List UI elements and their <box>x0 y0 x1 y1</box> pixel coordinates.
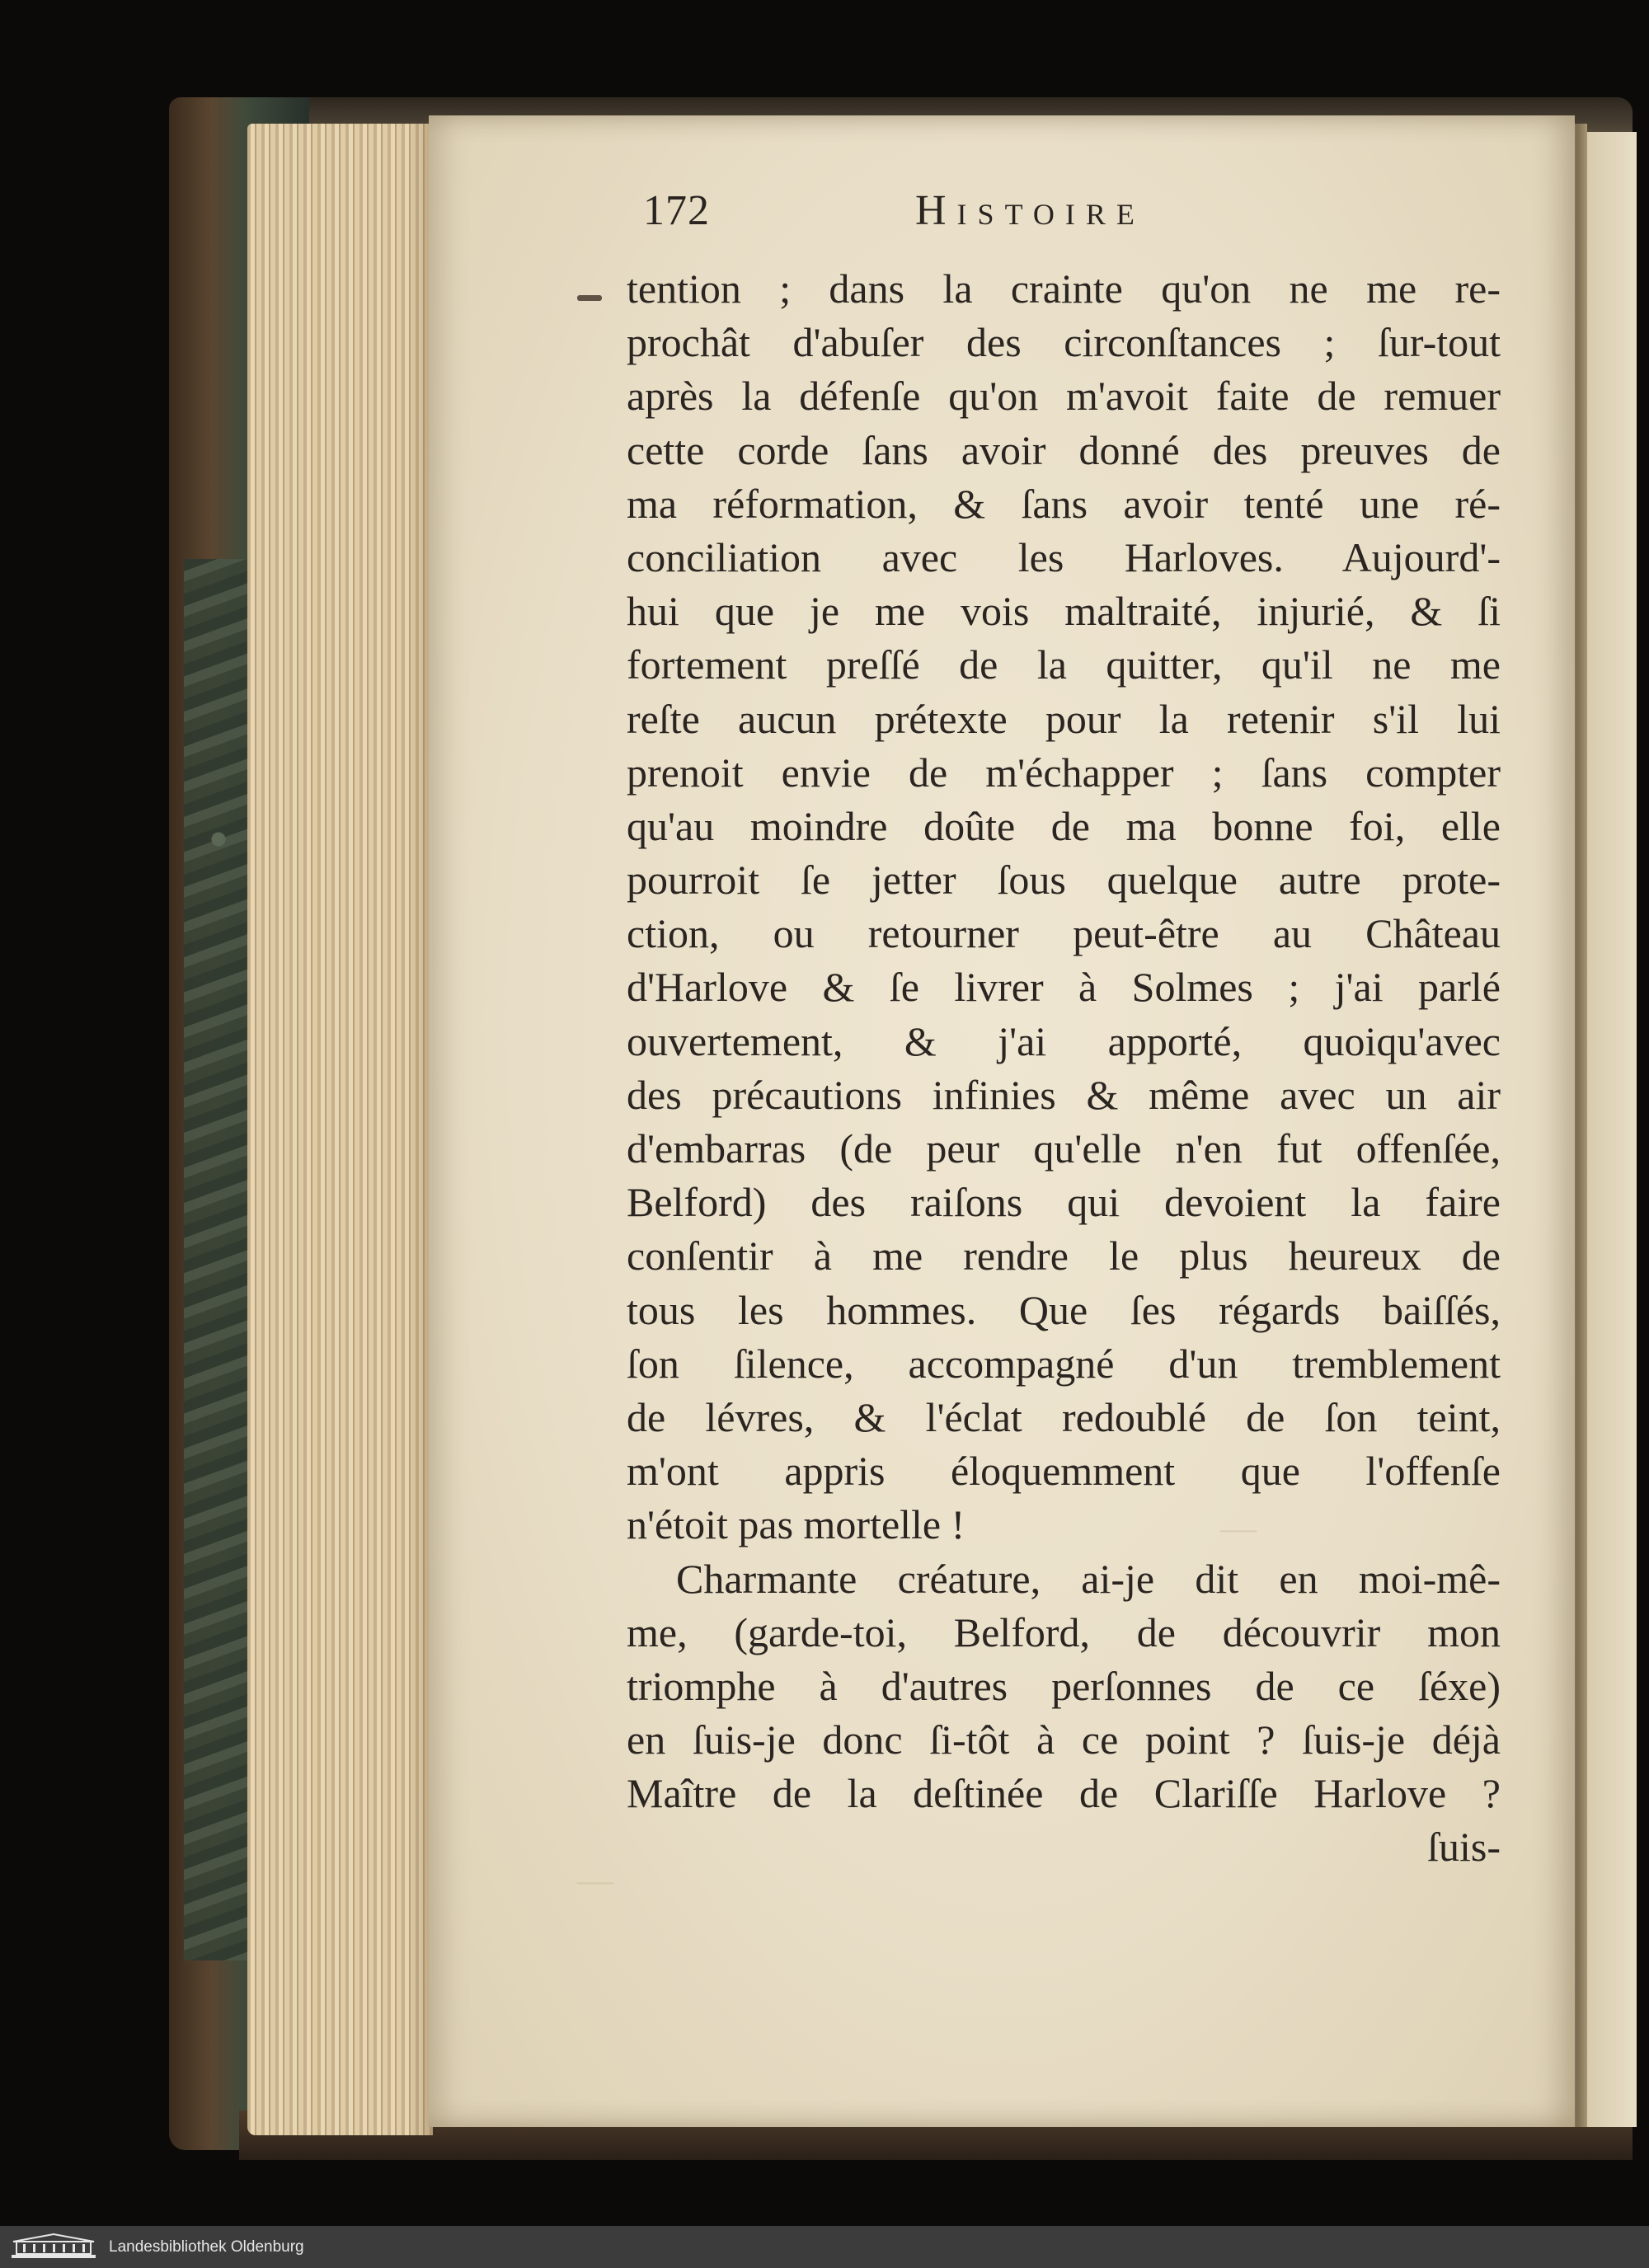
text-line: m'ont appris éloquemment que l'offenſe <box>627 1448 1501 1495</box>
catchword: ſuis- <box>1427 1824 1501 1871</box>
text-line: hui que je me vois maltraité, injurié, & ſi <box>627 588 1501 635</box>
text-line: prenoit envie de m'échapper ; ſans compter <box>627 749 1501 796</box>
page-number: 172 <box>643 187 710 234</box>
text-line: pourroit ſe jetter ſous quelque autre prote- <box>627 857 1501 904</box>
text-line: prochât d'abuſer des circonſtances ; ſur-tout <box>627 319 1501 366</box>
text-line: me, (garde-toi, Belford, de découvrir mon <box>627 1608 1501 1655</box>
text-line: qu'au moindre doûte de ma bonne foi, elle <box>627 802 1501 849</box>
library-name: Landesbibliothek Oldenburg <box>109 2238 304 2256</box>
text-line: conſentir à me rendre le plus heureux de <box>627 1233 1501 1280</box>
text-line: d'Harlove & ſe livrer à Solmes ; j'ai parlé <box>627 964 1501 1011</box>
text-line: Belford) des raiſons qui devoient la faire <box>627 1179 1501 1226</box>
running-title: Histoire <box>915 187 1145 234</box>
page-text <box>627 262 1501 1875</box>
text-line: d'embarras (de peur qu'elle n'en fut offenſée, <box>627 1125 1501 1172</box>
text-line: Maître de la deſtinée de Clariſſe Harlove ? <box>627 1770 1501 1817</box>
right-page-sliver <box>1587 132 1637 2127</box>
footer-bar <box>0 2226 1649 2268</box>
margin-mark <box>577 295 602 301</box>
text-line: en ſuis-je donc ſi-tôt à ce point ? ſuis-je déjà <box>627 1716 1501 1763</box>
text-line: cette corde ſans avoir donné des preuves de <box>627 426 1501 473</box>
text-line: triomphe à d'autres perſonnes de ce ſéxe) <box>627 1662 1501 1709</box>
running-head <box>643 186 1534 261</box>
show-through-text: — <box>1220 1508 1257 1548</box>
text-line: de lévres, & l'éclat redoublé de ſon teint, <box>627 1393 1501 1440</box>
text-line: fortement preſſé de la quitter, qu'il ne me <box>627 641 1501 688</box>
page-edges <box>247 124 433 2135</box>
text-line: conciliation avec les Harloves. Aujourd'- <box>627 533 1501 580</box>
text-line: tous les hommes. Que ſes régards baiſſés, <box>627 1286 1501 1333</box>
text-line: n'étoit pas mortelle ! <box>627 1501 965 1548</box>
library-building-icon <box>10 2233 97 2260</box>
text-line: ction, ou retourner peut-être au Château <box>627 910 1501 957</box>
text-line: ouvertement, & j'ai apporté, quoiqu'avec <box>627 1017 1501 1064</box>
text-line: reſte aucun prétexte pour la retenir s'il lui <box>627 695 1501 742</box>
text-line: tention ; dans la crainte qu'on ne me re- <box>627 265 1501 312</box>
show-through-text: — <box>577 1860 613 1900</box>
text-line: Charmante créature, ai-je dit en moi-mê- <box>676 1555 1501 1602</box>
text-line: des précautions infinies & même avec un air <box>627 1071 1501 1118</box>
text-line: ſon ſilence, accompagné d'un tremblement <box>627 1340 1501 1387</box>
text-line: après la défenſe qu'on m'avoit faite de remuer <box>627 373 1501 420</box>
text-line: ma réformation, & ſans avoir tenté une ré- <box>627 480 1501 527</box>
